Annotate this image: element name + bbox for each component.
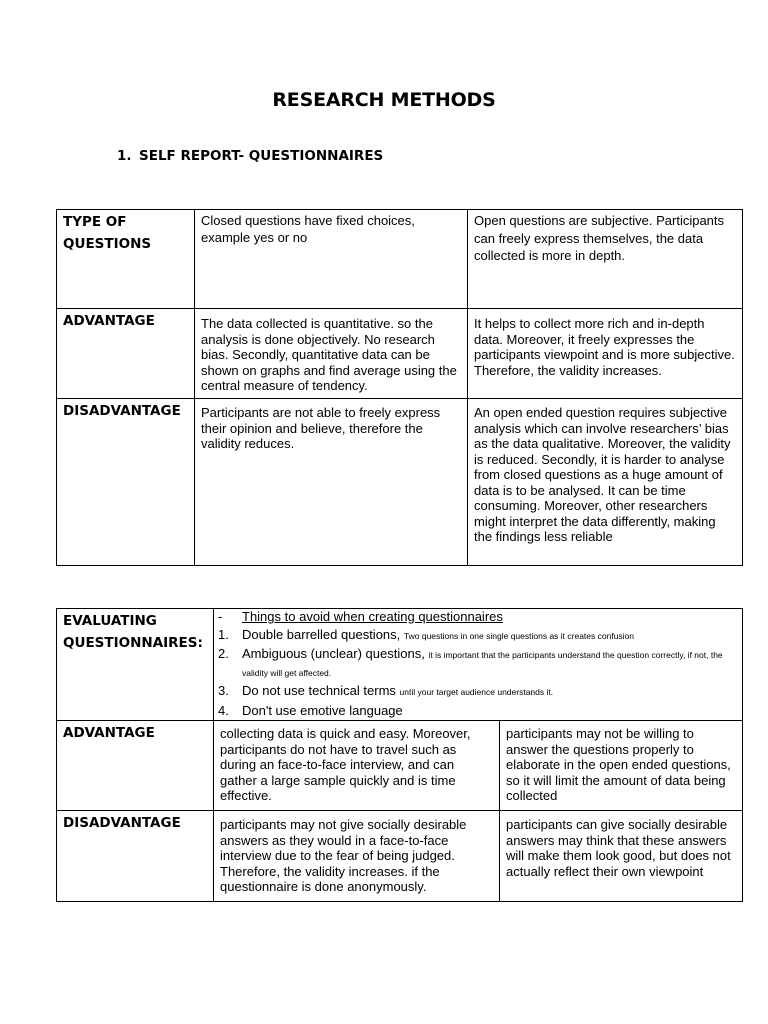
cell-advantage-left: collecting data is quick and easy. Moreover, participants do not have to travel such as during an face-to-face interview, and can gather a large sample quickly and is time effective.: [214, 721, 500, 811]
row-label-disadvantage: DISADVANTAGE: [57, 811, 214, 902]
section-label: SELF REPORT- QUESTIONNAIRES: [139, 148, 384, 164]
cell-advantage-right: participants may not be willing to answer the questions properly to elaborate in the open ended questions, so it will limit the amount of data being collected: [500, 721, 743, 811]
table-row: [57, 811, 743, 902]
list-item: 3. Do not use technical terms until your target audience understands it.: [218, 683, 554, 698]
list-item: 1. Double barrelled questions, Two questions in one single questions as it creates confusion: [218, 626, 635, 642]
cell-open-advantage: It helps to collect more rich and in-depth data. Moreover, it freely expresses the participants viewpoint and is more subjective. Therefore, the validity increases.: [468, 309, 743, 399]
table-row: [57, 309, 743, 399]
row-label-disadvantage: DISADVANTAGE: [57, 399, 195, 566]
avoid-list-cell: [214, 609, 743, 721]
page-title: RESEARCH METHODS: [272, 89, 496, 111]
list-item: 4. Don't use emotive language: [218, 702, 403, 718]
list-item: 2. Ambiguous (unclear) questions, it is important that the participants understand the question correctly, if not, the validity will get affected.: [218, 646, 723, 678]
row-label-type: TYPE OF QUESTIONS: [57, 210, 195, 309]
table-row: [57, 399, 743, 566]
cell-open-disadvantage: An open ended question requires subjective analysis which can involve researchers’ bias as the data qualitative. Moreover, the validity is reduced. Secondly, it is harder to analyse from closed questions as a huge amount of data is to be analysed. It can be time consuming. Moreover, other researchers might interpret the data differently, making the findings less reliable: [468, 399, 743, 566]
table-row: [57, 210, 743, 309]
row-label-advantage: ADVANTAGE: [57, 721, 214, 811]
cell-closed-type: Closed questions have fixed choices, example yes or no: [195, 210, 468, 309]
evaluation-table: [56, 608, 743, 902]
row-label-evaluating: EVALUATING QUESTIONNAIRES:: [57, 609, 214, 721]
table-row: [57, 609, 743, 721]
cell-closed-disadvantage: Participants are not able to freely express their opinion and believe, therefore the validity reduces.: [195, 399, 468, 566]
cell-disadvantage-left: participants may not give socially desirable answers as they would in a face-to-face interview due to the fear of being judged. Therefore, the validity increases. if the questionnaire is done anonymously.: [214, 811, 500, 902]
row-label-advantage: ADVANTAGE: [57, 309, 195, 399]
list-item: - Things to avoid when creating questionnaires: [218, 609, 503, 624]
cell-disadvantage-right: participants can give socially desirable answers may think that these answers will make them look good, but does not actually reflect their own viewpoint: [500, 811, 743, 902]
cell-open-type: Open questions are subjective. Participants can freely express themselves, the data collected is more in depth.: [468, 210, 743, 309]
section-heading: [117, 148, 383, 164]
section-number: 1.: [117, 148, 132, 164]
avoid-list: [214, 609, 736, 718]
cell-closed-advantage: The data collected is quantitative. so the analysis is done objectively. No research bias. Secondly, quantitative data can be shown on graphs and find average using the central measure of tendency.: [195, 309, 468, 399]
avoid-heading: Things to avoid when creating questionnaires: [242, 609, 503, 624]
table-row: [57, 721, 743, 811]
questions-table: [56, 209, 743, 566]
